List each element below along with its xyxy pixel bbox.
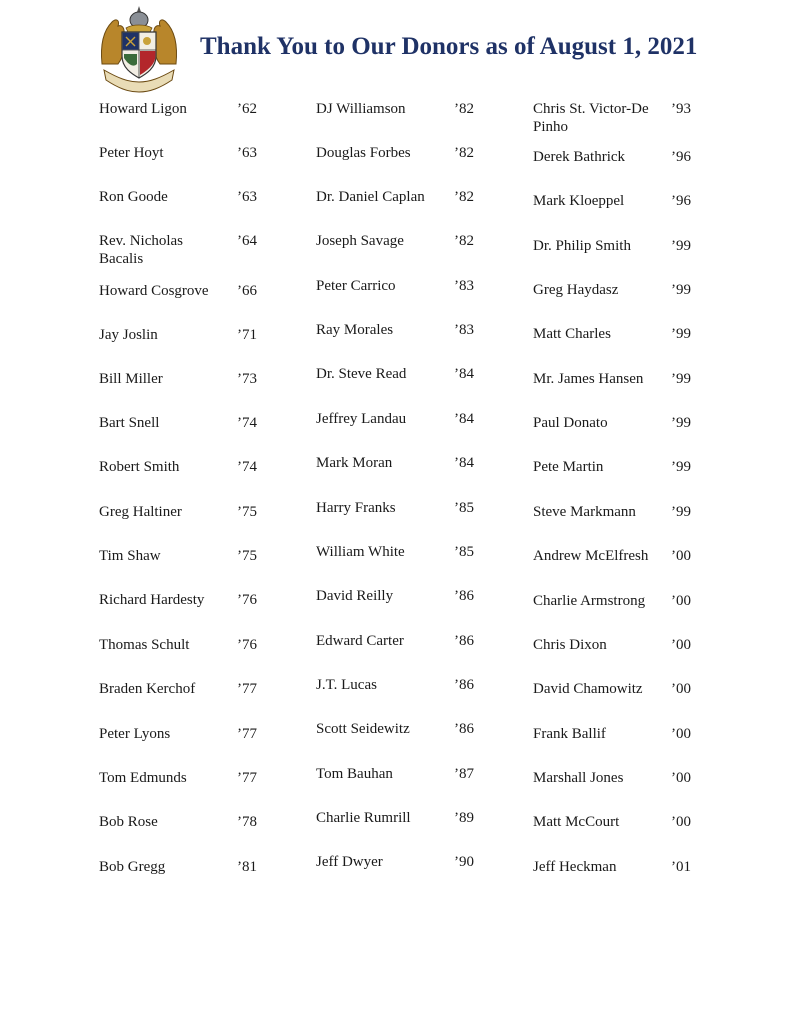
donor-name: Bob Rose xyxy=(99,814,158,830)
donor-name: Paul Donato xyxy=(533,415,608,431)
donor-class-year: ’99 xyxy=(671,238,691,254)
donor-class-year: ’90 xyxy=(454,854,474,870)
donor-class-year: ’99 xyxy=(671,504,691,520)
donor-class-year: ’93 xyxy=(671,101,691,117)
donor-class-year: ’00 xyxy=(671,770,691,786)
donor-class-year: ’84 xyxy=(454,455,474,471)
donor-name: William White xyxy=(316,544,405,560)
donor-class-year: ’99 xyxy=(671,326,691,342)
donor-class-year: ’99 xyxy=(671,371,691,387)
donor-name: Douglas Forbes xyxy=(316,145,411,161)
donor-name: J.T. Lucas xyxy=(316,677,377,693)
donor-name: Peter Carrico xyxy=(316,278,396,294)
donor-class-year: ’00 xyxy=(671,548,691,564)
donor-class-year: ’86 xyxy=(454,633,474,649)
donor-class-year: ’89 xyxy=(454,810,474,826)
donor-name: Tim Shaw xyxy=(99,548,161,564)
donor-class-year: ’78 xyxy=(237,814,257,830)
donor-name: Greg Haltiner xyxy=(99,504,182,520)
donor-name: Chris Dixon xyxy=(533,637,607,653)
donor-class-year: ’76 xyxy=(237,637,257,653)
donor-name: Peter Hoyt xyxy=(99,145,164,161)
donor-name: Jeffrey Landau xyxy=(316,411,407,427)
donor-class-year: ’84 xyxy=(454,366,474,382)
donor-name: Joseph Savage xyxy=(316,233,404,249)
donor-name: Matt Charles xyxy=(533,326,611,342)
donor-class-year: ’99 xyxy=(671,415,691,431)
donor-name: Harry Franks xyxy=(316,500,396,516)
donor-name: Peter Lyons xyxy=(99,726,171,742)
donor-name: Greg Haydasz xyxy=(533,282,619,298)
donor-class-year: ’77 xyxy=(237,726,257,742)
donor-class-year: ’83 xyxy=(454,278,474,294)
donor-name: Tom Edmunds xyxy=(99,770,187,786)
donor-name: Mark Moran xyxy=(316,455,393,471)
donor-class-year: ’64 xyxy=(237,233,257,249)
donor-class-year: ’77 xyxy=(237,770,257,786)
donor-name: David Chamowitz xyxy=(533,681,643,697)
donor-name: Tom Bauhan xyxy=(316,766,393,782)
donor-name: Derek Bathrick xyxy=(533,149,626,165)
donor-name: Richard Hardesty xyxy=(99,592,205,608)
donor-name: Howard Cosgrove xyxy=(99,283,209,299)
donor-name: Mr. James Hansen xyxy=(533,371,644,387)
donor-name: Ron Goode xyxy=(99,189,168,205)
donor-class-year: ’96 xyxy=(671,193,691,209)
donor-class-year: ’00 xyxy=(671,637,691,653)
donor-name: Ray Morales xyxy=(316,322,394,338)
donor-name: Robert Smith xyxy=(99,459,180,475)
donor-class-year: ’75 xyxy=(237,504,257,520)
donor-class-year: ’77 xyxy=(237,681,257,697)
donor-class-year: ’86 xyxy=(454,588,474,604)
school-crest-logo xyxy=(98,4,180,94)
donor-name: Bob Gregg xyxy=(99,859,166,875)
donor-class-year: ’71 xyxy=(237,327,257,343)
donor-class-year: ’00 xyxy=(671,593,691,609)
donor-name: Steve Markmann xyxy=(533,504,636,520)
donor-name: Charlie Armstrong xyxy=(533,593,646,609)
donor-name: Jeff Heckman xyxy=(533,859,617,875)
donor-name: Howard Ligon xyxy=(99,101,187,117)
donor-class-year: ’66 xyxy=(237,283,257,299)
donor-class-year: ’96 xyxy=(671,149,691,165)
donor-class-year: ’82 xyxy=(454,233,474,249)
donor-class-year: ’62 xyxy=(237,101,257,117)
donor-class-year: ’76 xyxy=(237,592,257,608)
donor-class-year: ’82 xyxy=(454,145,474,161)
page-title: Thank You to Our Donors as of August 1, 2021 xyxy=(200,33,698,60)
donor-name: Braden Kerchof xyxy=(99,681,196,697)
donor-class-year: ’75 xyxy=(237,548,257,564)
donor-name: Bart Snell xyxy=(99,415,160,431)
donor-name: Jay Joslin xyxy=(99,327,158,343)
donor-class-year: ’86 xyxy=(454,677,474,693)
donor-class-year: ’83 xyxy=(454,322,474,338)
donor-name: Pete Martin xyxy=(533,459,604,475)
donor-name: Matt McCourt xyxy=(533,814,620,830)
donor-name: Dr. Steve Read xyxy=(316,366,407,382)
donor-name: Dr. Philip Smith xyxy=(533,238,631,254)
donor-name: Mark Kloeppel xyxy=(533,193,625,209)
donor-class-year: ’99 xyxy=(671,459,691,475)
donor-name: Jeff Dwyer xyxy=(316,854,383,870)
donor-name: Chris St. Victor-De Pinho xyxy=(533,101,649,135)
donor-class-year: ’74 xyxy=(237,415,257,431)
donor-class-year: ’74 xyxy=(237,459,257,475)
donor-class-year: ’86 xyxy=(454,721,474,737)
donor-class-year: ’82 xyxy=(454,101,474,117)
donor-class-year: ’84 xyxy=(454,411,474,427)
donor-name: Bill Miller xyxy=(99,371,163,387)
donor-class-year: ’01 xyxy=(671,859,691,875)
donor-name: Rev. Nicholas Bacalis xyxy=(99,233,184,267)
donor-name: Edward Carter xyxy=(316,633,404,649)
donor-name: Dr. Daniel Caplan xyxy=(316,189,425,205)
donor-class-year: ’73 xyxy=(237,371,257,387)
donor-name: Thomas Schult xyxy=(99,637,190,653)
donor-class-year: ’85 xyxy=(454,544,474,560)
donor-class-year: ’63 xyxy=(237,145,257,161)
donor-name: Charlie Rumrill xyxy=(316,810,411,826)
donor-class-year: ’85 xyxy=(454,500,474,516)
donor-class-year: ’00 xyxy=(671,814,691,830)
donor-class-year: ’63 xyxy=(237,189,257,205)
donor-class-year: ’99 xyxy=(671,282,691,298)
donor-class-year: ’00 xyxy=(671,681,691,697)
donor-class-year: ’82 xyxy=(454,189,474,205)
donor-class-year: ’81 xyxy=(237,859,257,875)
donor-class-year: ’87 xyxy=(454,766,474,782)
donor-name: Marshall Jones xyxy=(533,770,624,786)
donor-name: Frank Ballif xyxy=(533,726,606,742)
donor-name: David Reilly xyxy=(316,588,394,604)
donor-name: Scott Seidewitz xyxy=(316,721,410,737)
donor-class-year: ’00 xyxy=(671,726,691,742)
donor-name: DJ Williamson xyxy=(316,101,406,117)
donor-name: Andrew McElfresh xyxy=(533,548,649,564)
